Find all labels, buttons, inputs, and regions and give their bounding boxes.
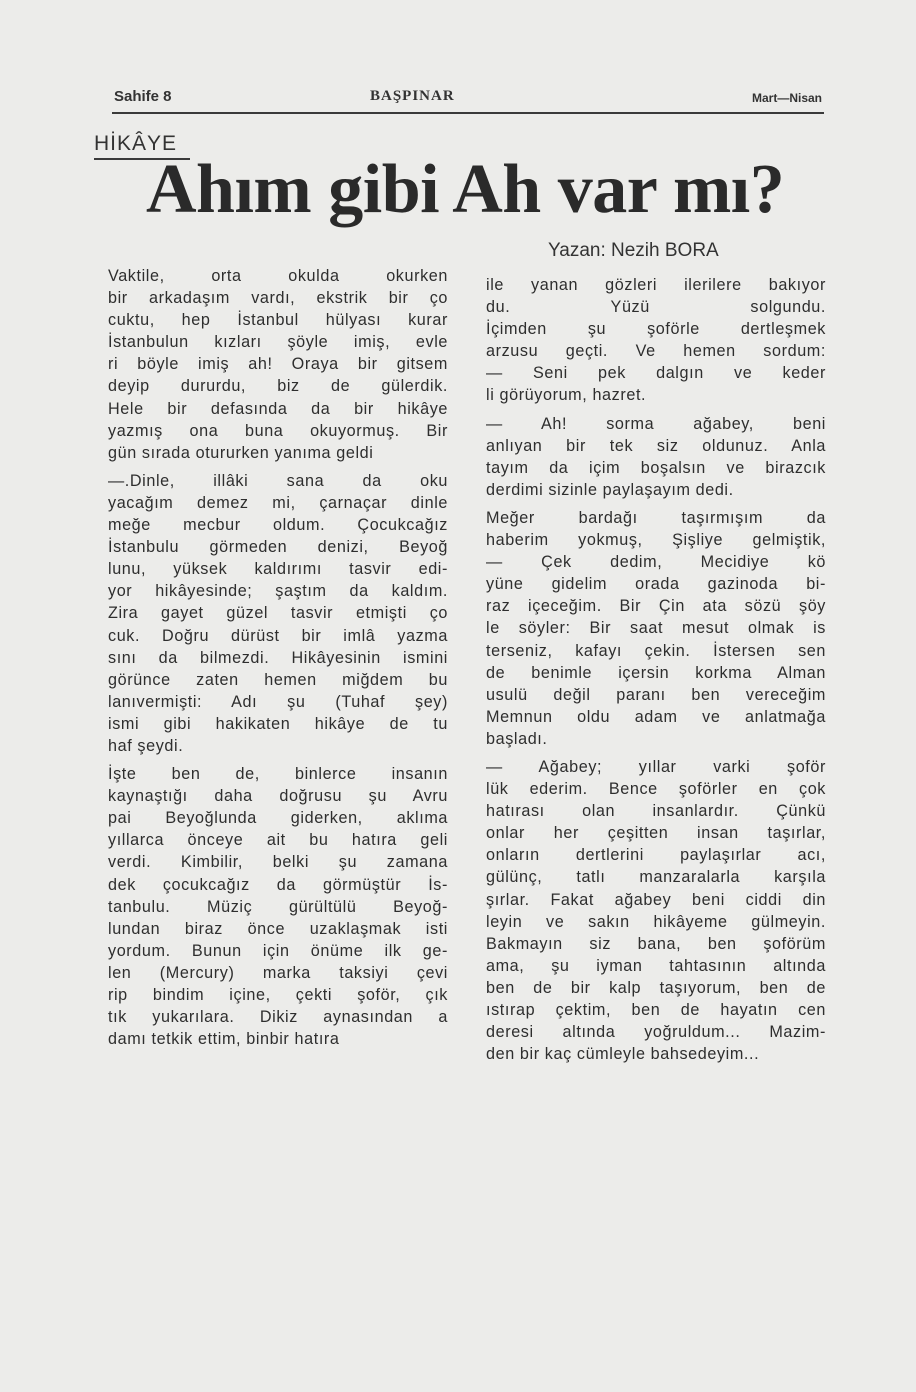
text-line: yacağım demez mi, çarnaçar dinle: [108, 493, 448, 512]
text-line: lük ederim. Bence şoförler en çok: [486, 780, 826, 799]
text-line: şırlar. Fakat ağabey beni ciddi din: [486, 890, 826, 909]
page-header: [112, 86, 824, 114]
text-line: onların dertlerini paylaşırlar acı,: [486, 846, 826, 865]
text-line: lundan biraz önce uzaklaşmak isti: [108, 919, 448, 938]
text-line: hatırası olan insanlardır. Çünkü: [486, 802, 826, 821]
text-line: haf şeydi.: [108, 736, 184, 755]
text-line: sını da bilmezdi. Hikâyesinin ismini: [108, 648, 448, 667]
text-line: lanıvermişti: Adı şu (Tuhaf şey): [108, 692, 448, 711]
text-line: kaynaştığı daha doğrusu şu Avru: [108, 787, 448, 806]
byline: Yazan: Nezih BORA: [548, 240, 719, 261]
text-line: İşte ben de, binlerce insanın: [108, 765, 448, 784]
text-line: Zira gayet güzel tasvir etmişti ço: [108, 604, 448, 623]
text-line: ben de bir kalp taşıyorum, ben de: [486, 978, 826, 997]
text-line: yor hikâyesinde; şaştım da kaldım.: [108, 582, 448, 601]
text-line: li görüyorum, hazret.: [486, 386, 647, 405]
text-line: Meğer bardağı taşırmışım da: [486, 508, 826, 527]
text-line: yazmış ona buna okuyormuş. Bir: [108, 421, 448, 440]
text-line: cuk. Doğru dürüst bir imlâ yazma: [108, 626, 448, 645]
text-line: ile yanan gözleri ilerilere bakıyor: [486, 276, 826, 294]
text-line: len (Mercury) marka taksiyi çevi: [108, 963, 448, 982]
text-line: ismi gibi hakikaten hikâye de tu: [108, 714, 448, 733]
text-line: haberim yokmuş, Şişliye gelmiştik,: [486, 531, 826, 550]
text-line: —.Dinle, illâki sana da oku: [108, 471, 448, 490]
text-line: le söyler: Bir saat mesut olmak is: [486, 619, 826, 638]
left-column: [108, 265, 448, 1050]
text-line: — Ağabey; yıllar varki şoför: [486, 757, 826, 776]
text-line: tayım da içim boşalsın ve birazcık: [486, 458, 826, 477]
text-line: başladı.: [486, 729, 548, 748]
text-line: derdimi sizinle paylaşayım dedi.: [486, 480, 734, 499]
text-line: rip bindim içine, çekti şoför, çık: [108, 986, 448, 1004]
text-line: raz içeceğim. Bir Çin ata sözü şöy: [486, 597, 826, 616]
text-line: anlıyan bir tek siz oldunuz. Anla: [486, 436, 826, 455]
text-line: gülünç, tatlı manzaralarla karşıla: [486, 868, 826, 887]
text-line: de benimle içersin korkma Alman: [486, 663, 826, 682]
text-line: yordum. Bunun için önüme ilk ge-: [108, 941, 448, 960]
text-line: bir arkadaşım vardı, ekstrik bir ço: [108, 289, 448, 308]
text-line: dek çocukcağız da görmüştür İs-: [108, 875, 448, 894]
text-line: — Çek dedim, Mecidiye kö: [486, 553, 826, 572]
text-line: İstanbulu görmeden denizi, Beyoğ: [108, 538, 448, 557]
text-line: arzusu geçti. Ve hemen sordum:: [486, 342, 826, 361]
text-line: Bakmayın siz bana, ben şoförüm: [486, 934, 826, 953]
text-line: yüne gidelim orada gazinoda bi-: [486, 575, 826, 594]
text-line: leyin ve sakın hikâyeme gülmeyin.: [486, 912, 826, 931]
text-line: İçimden şu şoförle dertleşmek: [486, 320, 826, 339]
page-number: Sahife 8: [114, 88, 172, 105]
text-line: deyip dururdu, biz de gülerdik.: [108, 377, 448, 396]
text-line: pai Beyoğlunda giderken, aklıma: [108, 809, 448, 828]
text-line: tanbulu. Müziç gürültülü Beyoğ-: [108, 897, 448, 916]
text-line: ama, şu iyman tahtasının altında: [486, 956, 826, 975]
text-line: meğe mecbur oldum. Çocukcağız: [108, 516, 448, 535]
text-line: — Seni pek dalgın ve keder: [486, 364, 826, 383]
text-line: lunu, yüksek kaldırımı tasvir edi-: [108, 560, 448, 579]
text-line: onlar her çeşitten insan taşırlar,: [486, 824, 826, 843]
text-line: gün sırada otururken yanıma geldi: [108, 443, 374, 462]
masthead: BAŞPINAR: [370, 88, 455, 104]
text-line: deresi altında yoğruldum... Mazim-: [486, 1023, 826, 1042]
text-line: verdi. Kimbilir, belki şu zamana: [108, 853, 448, 872]
text-line: yıllarca önceye ait bu hatıra geli: [108, 831, 448, 850]
text-line: Memnun oldu adam ve anlatmağa: [486, 707, 826, 726]
text-line: den bir kaç cümleyle bahsedeyim...: [486, 1045, 760, 1064]
text-line: cuktu, hep İstanbul hülyası kurar: [108, 311, 448, 330]
section-label: HİKÂYE: [94, 132, 190, 160]
text-line: — Ah! sorma ağabey, beni: [486, 414, 826, 433]
text-line: tık yukarılara. Dikiz aynasından a: [108, 1008, 448, 1027]
text-line: ıstırap çektim, ben de hayatın cen: [486, 1001, 826, 1019]
issue-date: Mart—Nisan: [751, 91, 822, 105]
text-line: görünce zaten hemen miğdem bu: [108, 670, 448, 689]
text-line: usulü değil paranı ben vereceğim: [486, 685, 826, 704]
right-column: [486, 274, 826, 1065]
text-line: Vaktile, orta okulda okurken: [108, 267, 448, 285]
text-line: Hele bir defasında da bir hikâye: [108, 399, 448, 418]
text-line: ri böyle imiş ah! Oraya bir gitsem: [108, 355, 448, 374]
text-line: damı tetkik ettim, binbir hatıra: [108, 1030, 340, 1049]
text-line: İstanbulun kızları şöyle imiş, evle: [108, 333, 448, 352]
text-line: du. Yüzü solgundu.: [486, 298, 826, 317]
story-title: Ahım gibi Ah var mı?: [146, 151, 785, 228]
text-line: terseniz, kafayı çekin. İstersen sen: [486, 641, 826, 660]
